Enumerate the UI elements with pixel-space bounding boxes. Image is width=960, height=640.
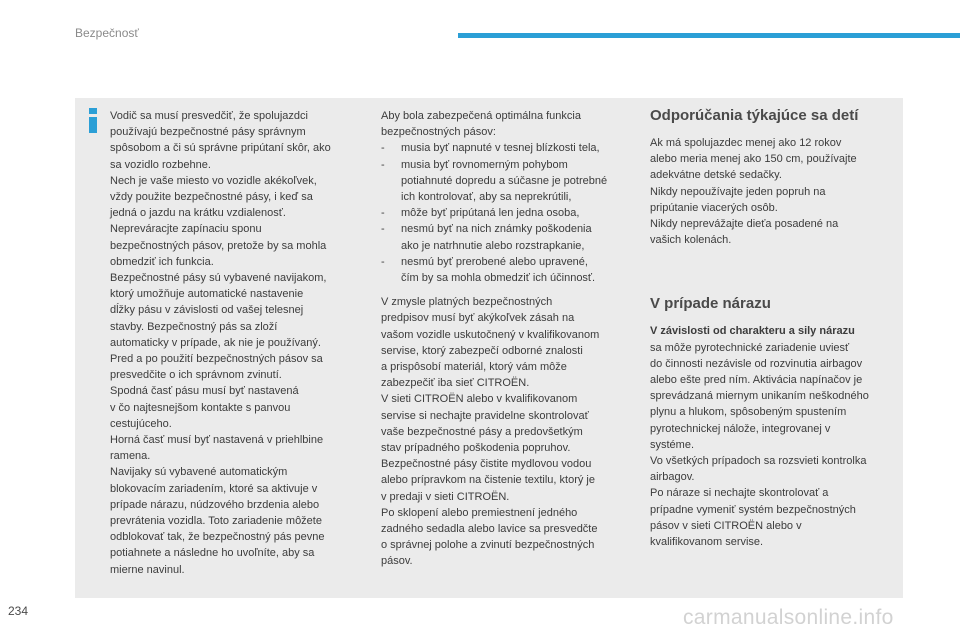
bullet-marker: - xyxy=(381,223,385,236)
text-line: Aby bola zabezpečená optimálna funkcia xyxy=(381,110,581,122)
text-line: musia byť napnuté v tesnej blízkosti tela, xyxy=(401,142,600,155)
text-line: Nech je vaše miesto vo vozidle akékoľvek, xyxy=(110,174,317,187)
text-line: Vodič sa musí presvedčiť, že spolujazdci xyxy=(110,110,308,122)
text-line: sprevádzaná miernym unikaním neškodného xyxy=(650,390,869,403)
text-line: cestujúceho. xyxy=(110,417,172,430)
section-heading-impact: V prípade nárazu xyxy=(650,295,771,313)
text-line: prevrátenia vozidla. Toto zariadenie môžete xyxy=(110,515,322,528)
page-number: 234 xyxy=(8,604,29,618)
section-children-text xyxy=(650,135,900,248)
list-item xyxy=(381,140,633,156)
column-3 xyxy=(650,106,900,550)
text-line: v čo najtesnejšom kontakte s panvou xyxy=(110,401,291,414)
text-line: Nikdy nepoužívajte jeden popruh na xyxy=(650,185,826,198)
text-line: airbagov. xyxy=(650,471,695,484)
text-line: Po sklopení alebo premiestnení jedného xyxy=(381,506,578,519)
bullet-marker: - xyxy=(381,255,385,268)
text-line: mierne navinul. xyxy=(110,563,185,576)
text-line: ich kontrolovať, aby sa neprekrútili, xyxy=(401,191,572,204)
text-line: nesmú byť na nich známky poškodenia xyxy=(401,223,592,236)
text-line: môže byť pripútaná len jedna osoba, xyxy=(401,207,580,220)
text-line: pyrotechnickej nálože, integrovanej v xyxy=(650,422,831,435)
text-line: ramena. xyxy=(110,450,151,463)
text-line: alebo prípravkom na čistenie textilu, ktorý je xyxy=(381,474,595,487)
text-line: Bezpečnostné pásy sú vybavené navijakom, xyxy=(110,272,327,285)
text-line: prípadne vymeniť systém bezpečnostných xyxy=(650,503,856,516)
text-line: V zmysle platných bezpečnostných xyxy=(381,296,553,309)
list-item xyxy=(381,205,633,221)
text-line: blokovacím zariadením, ktoré sa aktivuje v xyxy=(110,482,318,495)
text-line: vašich kolenách. xyxy=(650,234,732,247)
text-line: pripútanie viacerých osôb. xyxy=(650,201,778,214)
text-line: čím by sa mohla obmedziť ich účinnosť. xyxy=(401,272,596,285)
watermark: carmanualsonline.info xyxy=(683,606,894,629)
text-line: presvedčite o ich správnom zvinutí. xyxy=(110,369,282,382)
text-line: zabezpečiť iba sieť CITROËN. xyxy=(381,377,530,390)
column-2 xyxy=(381,108,633,570)
text-line: bezpečnostných pásov, pretože by sa mohla xyxy=(110,239,327,252)
section-impact-subheading: V závislosti od charakteru a sily nárazu xyxy=(650,325,855,338)
text-line: Vo všetkých prípadoch sa rozsvieti kontrolka xyxy=(650,455,867,468)
text-line: pásov v sieti CITROËN alebo v xyxy=(650,519,802,532)
bullet-marker: - xyxy=(381,207,385,220)
bullet-list xyxy=(381,140,633,286)
list-item xyxy=(381,157,633,206)
text-line: v predaji v sieti CITROËN. xyxy=(381,490,510,503)
text-line: musia byť rovnomerným pohybom xyxy=(401,158,568,171)
list-item xyxy=(381,221,633,253)
text-line: potiahnuté dopredu a súčasne je potrebné xyxy=(401,174,608,187)
text-line: adekvátne detské sedačky. xyxy=(650,169,782,182)
text-line: alebo meria menej ako 150 cm, používajte xyxy=(650,153,857,166)
column-2-intro xyxy=(381,108,633,140)
text-line: alebo ešte pred ním. Aktivácia napínačov je xyxy=(650,374,863,387)
text-line: Nepreváracjte zapínaciu sponu xyxy=(110,223,262,236)
text-line: zadného sedadla alebo lavice sa presvedčte xyxy=(381,523,598,536)
text-line: stavby. Bezpečnostný pás sa zloží xyxy=(110,320,278,333)
bullet-marker: - xyxy=(381,142,385,155)
text-line: plynu a hlukom, spôsobeným spustením xyxy=(650,406,847,419)
text-line: kvalifikovanom servise. xyxy=(650,536,764,549)
text-line: Ak má spolujazdec menej ako 12 rokov xyxy=(650,137,842,149)
bullet-marker: - xyxy=(381,158,385,171)
text-line: stav prípadného poškodenia popruhov. xyxy=(381,442,571,455)
text-line: Nikdy neprevážajte dieťa posadené na xyxy=(650,218,839,231)
text-line: systéme. xyxy=(650,438,695,451)
text-line: vašom vozidle uskutočnený v kvalifikovanom xyxy=(381,328,600,341)
text-line: sa môže pyrotechnické zariadenie uviesť xyxy=(650,341,850,354)
text-line: a prispôsobí materiál, ktorý vám môže xyxy=(381,361,567,374)
text-line: Navijaky sú vybavené automatickým xyxy=(110,466,288,479)
text-line: Po náraze si nechajte skontrolovať a xyxy=(650,487,829,500)
text-line: o správnej polohe a zvinutí bezpečnostných xyxy=(381,539,595,552)
text-line: vaše bezpečnostné pásy a predovšetkým xyxy=(381,425,583,438)
text-line: prípade nárazu, núdzového brzdenia alebo xyxy=(110,498,320,511)
text-line: V sieti CITROËN alebo v kvalifikovanom xyxy=(381,393,578,406)
text-line: ktorý umožňuje automatické nastavenie xyxy=(110,288,304,301)
text-line: pásov. xyxy=(381,555,413,568)
text-line: ako je natrhnutie alebo rozstrapkanie, xyxy=(401,239,585,252)
list-item xyxy=(381,254,633,286)
text-line: používajú bezpečnostné pásy správnym xyxy=(110,126,306,139)
text-line: bezpečnostných pásov: xyxy=(381,126,496,139)
column-1-text xyxy=(110,108,360,578)
page-section-title: Bezpečnosť xyxy=(75,26,139,40)
text-line: potiahnete a následne ho uvoľníte, aby sa xyxy=(110,547,315,560)
text-line: do činnosti nezávisle od rozvinutia airbagov xyxy=(650,357,863,370)
text-line: nesmú byť prerobené alebo upravené, xyxy=(401,255,588,268)
text-line: jedná o jazdu na krátku vzdialenosť. xyxy=(110,207,286,220)
text-line: Pred a po použití bezpečnostných pásov sa xyxy=(110,353,323,366)
column-2-body xyxy=(381,294,633,569)
column-1 xyxy=(110,108,360,578)
text-line: spôsobom a či sú správne pripútaní skôr, ako xyxy=(110,142,331,155)
header-accent-bar xyxy=(458,33,960,38)
text-line: odblokovať tak, že bezpečnostný pás pevne xyxy=(110,531,325,544)
text-line: sa vozidlo rozbehne. xyxy=(110,158,211,171)
info-icon xyxy=(84,107,102,133)
text-line: Spodná časť pásu musí byť nastavená xyxy=(110,385,299,398)
text-line: servise, ktorý zabezpečí odborné znalosti xyxy=(381,344,583,357)
text-line: Horná časť musí byť nastavená v priehlbine xyxy=(110,434,324,447)
text-line: obmedziť ich funkcia. xyxy=(110,255,214,268)
text-line: predpisov musí byť akýkoľvek zásah na xyxy=(381,312,575,325)
section-impact-text xyxy=(650,340,900,551)
text-line: servise si nechajte pravidelne skontrolovať xyxy=(381,409,589,422)
text-line: automaticky v prípade, ak nie je používaný. xyxy=(110,336,321,349)
text-line: vždy použite bezpečnostné pásy, i keď sa xyxy=(110,191,313,204)
text-line: dĺžky pásu v závislosti od vašej telesnej xyxy=(110,304,304,317)
section-heading-children: Odporúčania týkajúce sa detí xyxy=(650,107,859,124)
text-line: Bezpečnostné pásy čistite mydlovou vodou xyxy=(381,458,592,471)
